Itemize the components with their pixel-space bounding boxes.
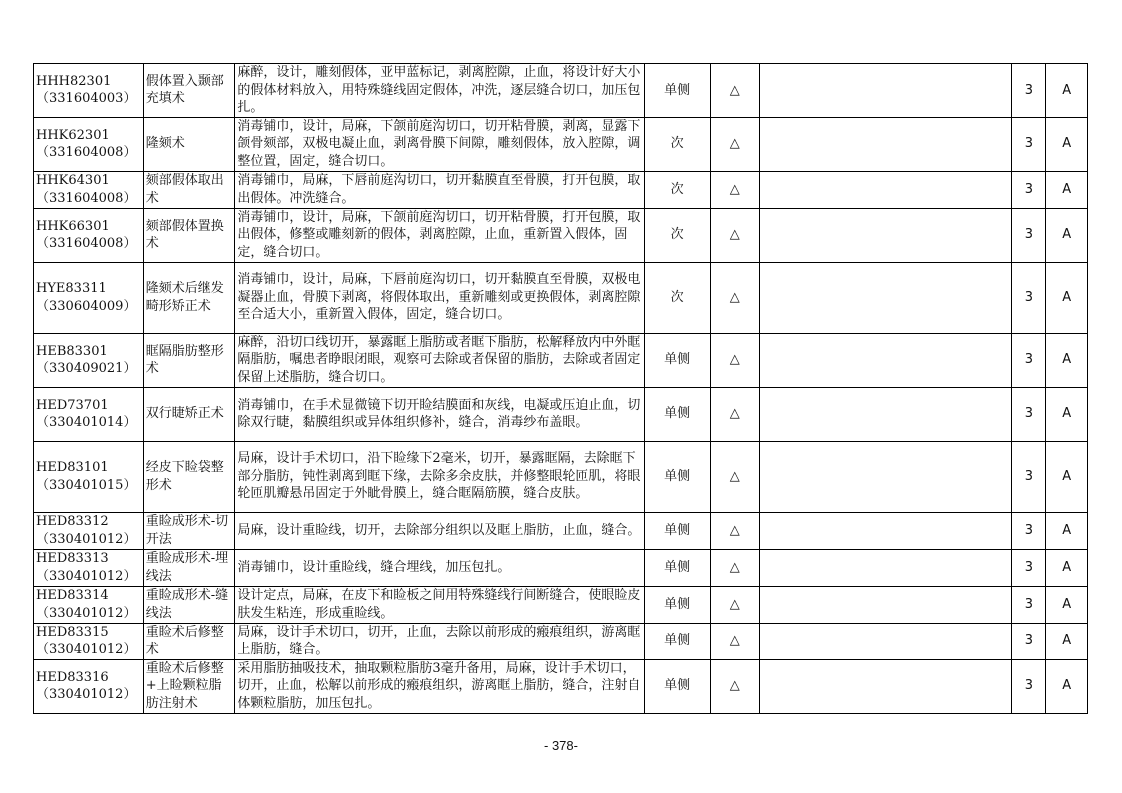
item-name: 假体置入颞部充填术 [143,64,235,118]
item-class: A [1046,208,1088,262]
table-row [34,64,1088,118]
item-name: 隆颏术后继发畸形矫正术 [143,262,235,333]
item-note [759,512,1012,549]
item-class: A [1046,623,1088,659]
item-class: A [1046,586,1088,623]
triangle-mark: △ [710,117,759,171]
item-note [759,171,1012,208]
item-code: HHH82301 （331604003） [34,64,144,118]
item-name: 重睑术后修整+上睑颗粒脂肪注射术 [143,659,235,713]
item-note [759,64,1012,118]
item-description: 消毒铺巾，局麻，下唇前庭沟切口，切开黏膜直至骨膜，打开包膜，取出假体。冲洗缝合。 [235,171,644,208]
table-row [34,586,1088,623]
item-description: 消毒铺巾，设计，局麻，下唇前庭沟切口，切开黏膜直至骨膜，双极电凝器止血，骨膜下剥离，将假体取出，重新雕刻或更换假体，剥离腔隙至合适大小，重新置入假体，固定，缝合切口。 [235,262,644,333]
pricing-unit: 次 [644,171,710,208]
item-code: HED83312 （330401012） [34,512,144,549]
triangle-mark: △ [710,441,759,512]
item-number: 3 [1012,549,1046,586]
item-name: 眶隔脂肪整形术 [143,333,235,387]
item-note [759,549,1012,586]
item-class: A [1046,659,1088,713]
table-row [34,171,1088,208]
item-number: 3 [1012,659,1046,713]
triangle-mark: △ [710,549,759,586]
item-note [759,208,1012,262]
item-name: 颏部假体取出术 [143,171,235,208]
item-note [759,586,1012,623]
item-name: 重睑术后修整术 [143,623,235,659]
item-description: 设计定点，局麻，在皮下和睑板之间用特殊缝线行间断缝合，使眼睑皮肤发生粘连，形成重睑线。 [235,586,644,623]
item-note [759,659,1012,713]
item-class: A [1046,387,1088,441]
triangle-mark: △ [710,586,759,623]
item-code: HHK66301 （331604008） [34,208,144,262]
item-note [759,117,1012,171]
item-code: HHK64301 （331604008） [34,171,144,208]
item-class: A [1046,262,1088,333]
triangle-mark: △ [710,623,759,659]
item-code: HHK62301 （331604008） [34,117,144,171]
item-description: 麻醉，沿切口线切开，暴露眶上脂肪或者眶下脂肪，松解释放内中外眶隔脂肪，嘱患者睁眼闭眼，观察可去除或者保留的脂肪，去除或者固定保留上述脂肪，缝合切口。 [235,333,644,387]
item-description: 消毒铺巾，设计，局麻，下颌前庭沟切口，切开粘骨膜，剥离，显露下颌骨颏部，双极电凝止血，剥离骨膜下间隙，雕刻假体，放入腔隙，调整位置，固定，缝合切口。 [235,117,644,171]
table-body [34,64,1088,714]
item-code: HED83314 （330401012） [34,586,144,623]
item-description: 采用脂肪抽吸技术，抽取颗粒脂肪3毫升备用，局麻，设计手术切口，切开，止血，松解以前形成的瘢痕组织，游离眶上脂肪，缝合，注射自体颗粒脂肪，加压包扎。 [235,659,644,713]
item-code: HYE83311 （330604009） [34,262,144,333]
pricing-unit: 单侧 [644,64,710,118]
item-class: A [1046,333,1088,387]
table-row [34,387,1088,441]
item-number: 3 [1012,441,1046,512]
triangle-mark: △ [710,387,759,441]
procedure-table [33,63,1088,714]
item-name: 经皮下睑袋整形术 [143,441,235,512]
item-number: 3 [1012,623,1046,659]
item-description: 消毒铺巾，设计，局麻，下颌前庭沟切口，切开粘骨膜，打开包膜，取出假体，修整或雕刻新的假体，剥离腔隙，止血，重新置入假体，固定，缝合切口。 [235,208,644,262]
pricing-unit: 单侧 [644,387,710,441]
table-row [34,623,1088,659]
pricing-unit: 次 [644,262,710,333]
item-number: 3 [1012,64,1046,118]
table-row [34,512,1088,549]
table-row [34,262,1088,333]
item-description: 消毒铺巾，设计重睑线，缝合埋线，加压包扎。 [235,549,644,586]
pricing-unit: 单侧 [644,659,710,713]
item-number: 3 [1012,333,1046,387]
item-note [759,623,1012,659]
item-class: A [1046,64,1088,118]
triangle-mark: △ [710,64,759,118]
item-name: 重睑成形术-埋线法 [143,549,235,586]
item-code: HED83101 （330401015） [34,441,144,512]
item-code: HED83313 （330401012） [34,549,144,586]
item-number: 3 [1012,171,1046,208]
table-row [34,659,1088,713]
item-name: 双行睫矫正术 [143,387,235,441]
triangle-mark: △ [710,333,759,387]
table-row [34,333,1088,387]
table-row [34,441,1088,512]
pricing-unit: 次 [644,117,710,171]
item-description: 局麻，设计手术切口，切开，止血，去除以前形成的瘢痕组织，游离眶上脂肪，缝合。 [235,623,644,659]
triangle-mark: △ [710,208,759,262]
item-code: HED73701 （330401014） [34,387,144,441]
triangle-mark: △ [710,171,759,208]
item-class: A [1046,512,1088,549]
item-name: 隆颏术 [143,117,235,171]
item-number: 3 [1012,262,1046,333]
item-name: 颏部假体置换术 [143,208,235,262]
table-row [34,208,1088,262]
item-description: 麻醉，设计，雕刻假体，亚甲蓝标记，剥离腔隙，止血，将设计好大小的假体材料放入，用特殊缝线固定假体，冲洗，逐层缝合切口，加压包扎。 [235,64,644,118]
item-class: A [1046,549,1088,586]
item-description: 局麻，设计重睑线，切开，去除部分组织以及眶上脂肪，止血，缝合。 [235,512,644,549]
triangle-mark: △ [710,659,759,713]
triangle-mark: △ [710,512,759,549]
pricing-unit: 单侧 [644,441,710,512]
item-note [759,333,1012,387]
item-code: HED83316 （330401012） [34,659,144,713]
item-description: 局麻，设计手术切口，沿下睑缘下2毫米，切开，暴露眶隔，去除眶下部分脂肪，钝性剥离到眶下缘，去除多余皮肤，并修整眼轮匝肌，将眼轮匝肌瓣悬吊固定于外眦骨膜上，缝合眶隔筋膜，缝合皮肤。 [235,441,644,512]
item-class: A [1046,117,1088,171]
item-class: A [1046,441,1088,512]
item-name: 重睑成形术-缝线法 [143,586,235,623]
table-row [34,549,1088,586]
page-number: - 378- [544,738,578,753]
pricing-unit: 单侧 [644,623,710,659]
item-number: 3 [1012,208,1046,262]
table-row [34,117,1088,171]
pricing-unit: 单侧 [644,333,710,387]
item-code: HEB83301 （330409021） [34,333,144,387]
pricing-unit: 单侧 [644,586,710,623]
item-note [759,387,1012,441]
item-number: 3 [1012,387,1046,441]
pricing-unit: 单侧 [644,549,710,586]
item-class: A [1046,171,1088,208]
item-note [759,262,1012,333]
pricing-unit: 单侧 [644,512,710,549]
item-number: 3 [1012,117,1046,171]
item-description: 消毒铺巾，在手术显微镜下切开睑结膜面和灰线，电凝或压迫止血，切除双行睫，黏膜组织或异体组织修补，缝合，消毒纱布盖眼。 [235,387,644,441]
item-note [759,441,1012,512]
triangle-mark: △ [710,262,759,333]
pricing-unit: 次 [644,208,710,262]
item-name: 重睑成形术-切开法 [143,512,235,549]
item-number: 3 [1012,586,1046,623]
item-code: HED83315 （330401012） [34,623,144,659]
item-number: 3 [1012,512,1046,549]
